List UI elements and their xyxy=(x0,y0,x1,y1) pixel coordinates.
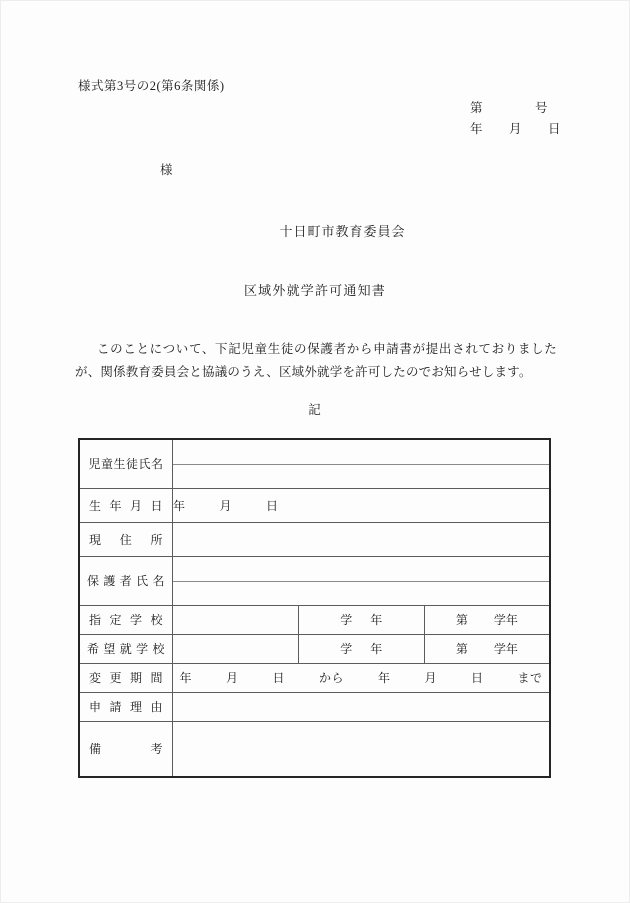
writing-divider-line xyxy=(173,581,549,582)
writing-divider-line xyxy=(173,464,549,465)
ki-marker: 記 xyxy=(308,403,322,417)
table-row-birthdate xyxy=(79,488,550,522)
row-label-requested-school xyxy=(79,634,173,663)
row-value-guardian-name[interactable] xyxy=(173,556,551,605)
row-value-change-period[interactable] xyxy=(173,663,551,692)
table-row-reason xyxy=(79,692,550,721)
document-title: 区域外就学許可通知書 xyxy=(243,283,386,298)
grade-label-requested: 学 年 xyxy=(298,634,424,663)
document-number-field: 第 号 xyxy=(470,101,549,115)
row-value-remarks[interactable] xyxy=(173,721,551,777)
row-label-change-period xyxy=(79,663,173,692)
table-row-student-name xyxy=(79,439,550,488)
table-row-guardian-name xyxy=(79,556,550,605)
grade-label-designated: 学 年 xyxy=(298,605,424,634)
change-period-placeholder: 年 月 日 から 年 月 日 まで xyxy=(179,671,543,685)
row-value-student-name[interactable] xyxy=(173,439,551,488)
body-paragraph-text: このことについて、下記児童生徒の保護者から申請書が提出されておりましたが、関係教育委員会と協議のうえ、区域外就学を許可したのでお知らせします。 xyxy=(75,342,557,379)
row-label-birthdate xyxy=(79,488,173,522)
form-code: 様式第3号の2(第6条関係) xyxy=(78,79,225,93)
table-row-address xyxy=(79,522,550,556)
row-label-reason xyxy=(79,692,173,721)
row-label-reason-text: 申 請 理 由 xyxy=(89,700,163,714)
issuing-authority: 十日町市教育委員会 xyxy=(279,224,406,239)
table-row-designated-school xyxy=(79,605,550,634)
row-label-designated-school xyxy=(79,605,173,634)
row-label-change-period-text: 変 更 期 間 xyxy=(89,671,163,685)
row-value-designated-school[interactable] xyxy=(173,605,299,634)
row-label-guardian-name-text: 保 護 者 氏 名 xyxy=(87,574,165,588)
row-value-address[interactable] xyxy=(173,522,551,556)
row-label-designated-school-text: 指 定 学 校 xyxy=(89,613,163,627)
row-label-remarks-text: 備 考 xyxy=(89,742,163,757)
row-label-guardian-name xyxy=(79,556,173,605)
table-row-change-period xyxy=(79,663,550,692)
body-paragraph xyxy=(75,338,557,384)
grade-value-designated[interactable]: 第 学年 xyxy=(424,605,550,634)
grade-value-requested[interactable]: 第 学年 xyxy=(424,634,550,663)
row-label-remarks xyxy=(79,721,173,777)
row-value-reason[interactable] xyxy=(173,692,551,721)
row-label-student-name: 児童生徒氏名 xyxy=(79,439,173,488)
row-label-address-text: 現 住 所 xyxy=(89,532,163,547)
addressee-honorific: 様 xyxy=(160,163,173,177)
row-value-requested-school[interactable] xyxy=(173,634,299,663)
birthdate-placeholder: 年 月 日 xyxy=(173,498,279,513)
table-row-remarks xyxy=(79,721,550,777)
row-label-requested-school-text: 希 望 就 学 校 xyxy=(87,642,165,656)
table-row-requested-school xyxy=(79,634,550,663)
row-label-address xyxy=(79,522,173,556)
row-value-birthdate[interactable] xyxy=(173,488,551,522)
applicant-details-table xyxy=(78,438,551,778)
document-date-field: 年 月 日 xyxy=(470,122,562,136)
row-label-birthdate-text: 生 年 月 日 xyxy=(89,498,163,513)
